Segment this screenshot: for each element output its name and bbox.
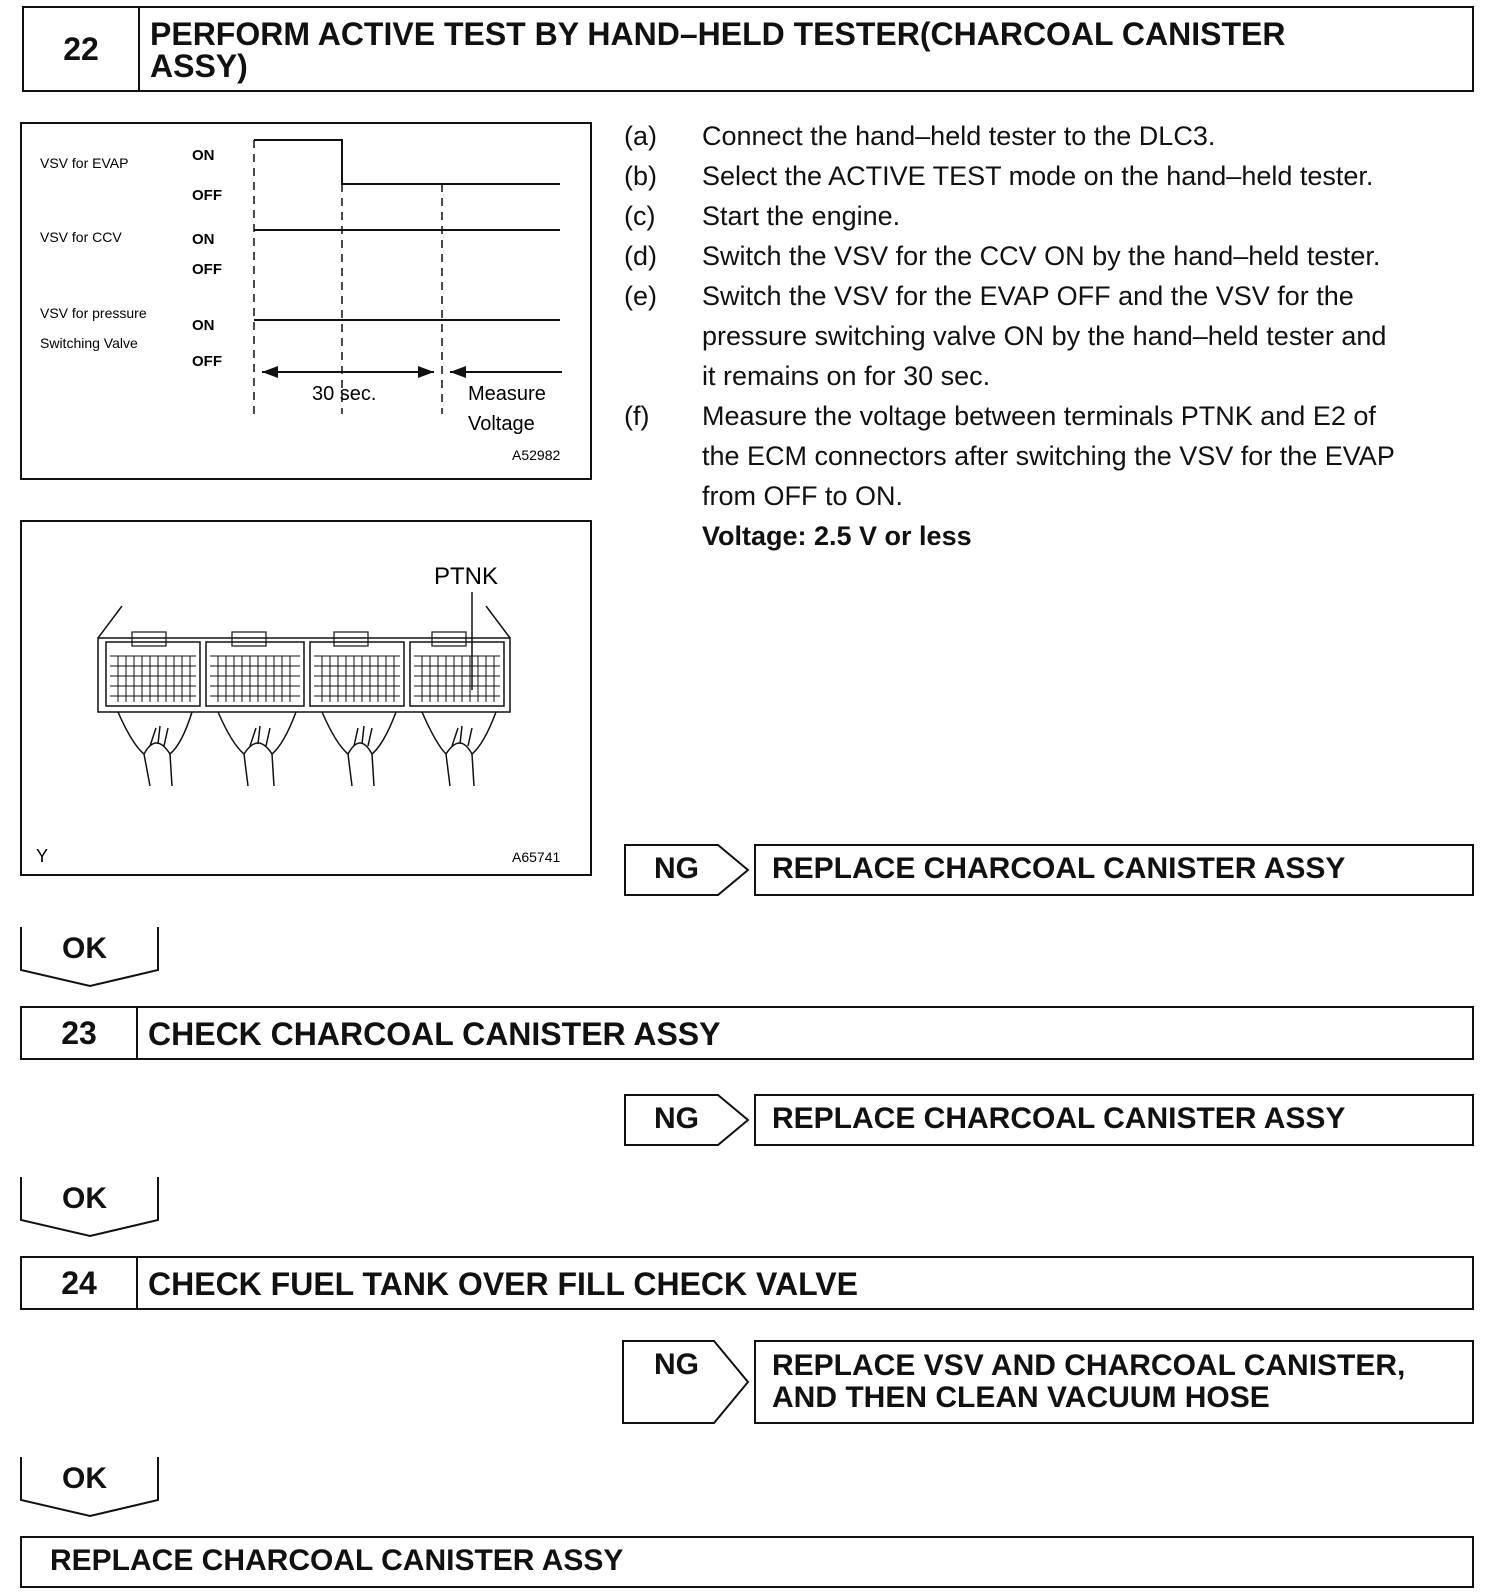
wire-harness xyxy=(118,712,496,786)
step-title-line2: ASSY) xyxy=(150,48,248,84)
ng-result-23 xyxy=(754,1094,1474,1146)
item-label: (f) xyxy=(624,401,650,431)
step-title: CHECK FUEL TANK OVER FILL CHECK VALVE xyxy=(148,1266,858,1302)
item-text: from OFF to ON. xyxy=(702,481,904,511)
ng-result-text: REPLACE CHARCOAL CANISTER ASSY xyxy=(772,1102,1346,1135)
off-label: OFF xyxy=(192,261,222,278)
arrow-head xyxy=(450,366,466,378)
instruction-list xyxy=(624,116,1476,556)
item-label: (d) xyxy=(624,241,657,271)
ng-label: NG xyxy=(654,852,699,885)
item-text: Measure the voltage between terminals PTNK and E2 of xyxy=(702,401,1376,431)
arrow-head xyxy=(262,366,278,378)
on-label: ON xyxy=(192,231,215,248)
measure-label: Voltage xyxy=(468,413,535,435)
timing-chart-figure xyxy=(20,122,592,480)
row-label: VSV for CCV xyxy=(40,229,122,245)
item-label: (c) xyxy=(624,201,656,231)
ng-tag-22 xyxy=(624,844,752,896)
ng-result-24 xyxy=(754,1340,1474,1424)
step-22-header xyxy=(22,6,1474,92)
arrow-head xyxy=(418,366,434,378)
item-label: (a) xyxy=(624,121,657,151)
step-24-header xyxy=(20,1256,1474,1310)
off-label: OFF xyxy=(192,187,222,204)
item-text: Select the ACTIVE TEST mode on the hand–held tester. xyxy=(702,161,1374,191)
duration-label: 30 sec. xyxy=(312,383,377,405)
item-label: (b) xyxy=(624,161,657,191)
voltage-spec: Voltage: 2.5 V or less xyxy=(702,521,972,551)
final-action xyxy=(20,1536,1474,1588)
item-text: it remains on for 30 sec. xyxy=(702,361,991,391)
figure-code: A52982 xyxy=(512,447,561,463)
connector-block-3 xyxy=(310,632,404,706)
figure-corner-label: Y xyxy=(36,846,49,866)
ng-result-text: REPLACE CHARCOAL CANISTER ASSY xyxy=(772,852,1346,885)
ok-label: OK xyxy=(62,1462,107,1495)
ok-label: OK xyxy=(62,1182,107,1215)
measure-label: Measure xyxy=(468,383,546,405)
step-number: 23 xyxy=(22,1008,138,1058)
connector-cover-edge xyxy=(486,606,510,638)
ng-tag-24 xyxy=(622,1340,752,1424)
step-number: 22 xyxy=(24,8,140,90)
row-label: VSV for pressure xyxy=(40,305,147,321)
item-text: Start the engine. xyxy=(702,201,901,231)
item-text: Switch the VSV for the EVAP OFF and the VSV for the xyxy=(702,281,1354,311)
ng-result-text-line1: REPLACE VSV AND CHARCOAL CANISTER, xyxy=(772,1349,1406,1382)
evap-signal-line xyxy=(254,140,560,184)
ng-result-22 xyxy=(754,844,1474,896)
item-text: Switch the VSV for the CCV ON by the hand–held tester. xyxy=(702,241,1381,271)
connector-cover-edge xyxy=(98,606,122,638)
item-text: the ECM connectors after switching the VSV for the EVAP xyxy=(702,441,1395,471)
on-label: ON xyxy=(192,317,215,334)
terminal-label: PTNK xyxy=(434,563,499,590)
timing-chart-drawing xyxy=(22,124,590,478)
figure-code: A65741 xyxy=(512,849,561,865)
step-title-line1: PERFORM ACTIVE TEST BY HAND–HELD TESTER(CHARCOAL CANISTER xyxy=(150,16,1286,52)
ok-tag-22 xyxy=(20,926,160,988)
connector-block-2 xyxy=(206,632,304,706)
ng-tag-23 xyxy=(624,1094,752,1146)
connector-figure xyxy=(20,520,592,876)
connector-block-1 xyxy=(106,632,200,706)
item-label: (e) xyxy=(624,281,657,311)
final-action-text: REPLACE CHARCOAL CANISTER ASSY xyxy=(50,1544,624,1577)
step-23-header xyxy=(20,1006,1474,1060)
step-number: 24 xyxy=(22,1258,138,1308)
ok-tag-23 xyxy=(20,1176,160,1238)
ng-label: NG xyxy=(654,1348,699,1381)
ng-result-text-line2: AND THEN CLEAN VACUUM HOSE xyxy=(772,1381,1270,1414)
on-label: ON xyxy=(192,147,215,164)
step-title: CHECK CHARCOAL CANISTER ASSY xyxy=(148,1016,721,1052)
ok-label: OK xyxy=(62,932,107,965)
row-label: VSV for EVAP xyxy=(40,155,129,171)
ecm-connector-drawing xyxy=(22,522,590,874)
ng-label: NG xyxy=(654,1102,699,1135)
ok-tag-24 xyxy=(20,1456,160,1518)
item-text: pressure switching valve ON by the hand–held tester and xyxy=(702,321,1387,351)
off-label: OFF xyxy=(192,353,222,370)
connector-block-4 xyxy=(410,632,504,706)
row-label: Switching Valve xyxy=(40,335,138,351)
item-text: Connect the hand–held tester to the DLC3. xyxy=(702,121,1216,151)
